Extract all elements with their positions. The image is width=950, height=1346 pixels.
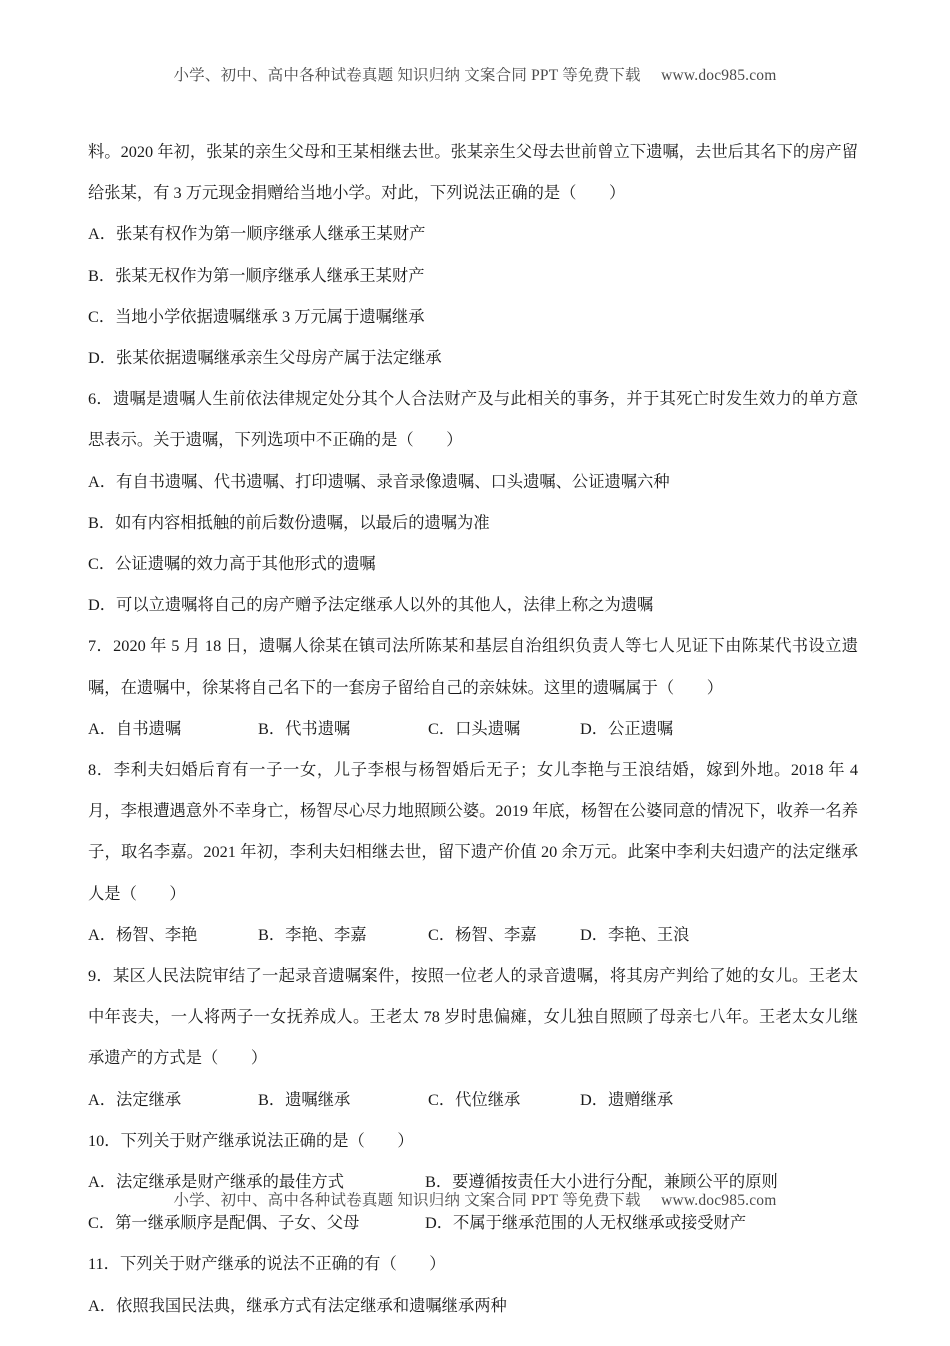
option-item[interactable]: D．可以立遗嘱将自己的房产赠予法定继承人以外的其他人，法律上称之为遗嘱 <box>88 595 654 615</box>
question-stem: 6．遗嘱是遗嘱人生前依法律规定处分其个人合法财产及与此相关的事务，并于其死亡时发生效力的单方意思表示。关于遗嘱，下列选项中不正确的是（ ） <box>88 389 858 450</box>
option-item[interactable]: A．依照我国民法典，继承方式有法定继承和遗嘱继承两种 <box>88 1295 507 1315</box>
document-content <box>88 131 858 1326</box>
question-stem: 9．某区人民法院审结了一起录音遗嘱案件，按照一位老人的录音遗嘱，将其房产判给了她的女儿。王老太中年丧夫，一人将两子一女抚养成人。王老太 78 岁时患偏瘫，女儿独自照顾了母亲七八年。王老太女儿继承遗产的方式是（ ） <box>88 966 858 1068</box>
option-list <box>88 914 858 955</box>
option-item[interactable]: B．代书遗嘱 <box>258 718 351 738</box>
option-list <box>88 213 858 378</box>
option-item[interactable]: A．张某有权作为第一顺序继承人继承王某财产 <box>88 224 426 244</box>
option-item[interactable]: C．公证遗嘱的效力高于其他形式的遗嘱 <box>88 554 376 574</box>
option-item[interactable]: A．法定继承 <box>88 1089 182 1109</box>
question-stem: 7．2020 年 5 月 18 日，遗嘱人徐某在镇司法所陈某和基层自治组织负责人等七人见证下由陈某代书设立遗嘱，在遗嘱中，徐某将自己名下的一套房子留给自己的亲妹妹。这里的遗嘱属于（ ） <box>88 636 858 697</box>
footer-watermark: 小学、初中、高中各种试卷真题 知识归纳 文案合同 PPT 等免费下载 www.doc985.com <box>173 1192 777 1209</box>
option-item[interactable]: B．如有内容相抵触的前后数份遗嘱，以最后的遗嘱为准 <box>88 512 490 532</box>
option-item[interactable]: A．杨智、李艳 <box>88 924 198 944</box>
option-item[interactable]: D．李艳、王浪 <box>580 924 690 944</box>
option-item[interactable]: D．不属于继承范围的人无权继承或接受财产 <box>425 1213 747 1233</box>
option-item[interactable]: D．遗赠继承 <box>580 1089 674 1109</box>
question-stem: 8．李利夫妇婚后育有一子一女，儿子李根与杨智婚后无子；女儿李艳与王浪结婚，嫁到外地。2018 年 4 月，李根遭遇意外不幸身亡，杨智尽心尽力地照顾公婆。2019 年底，杨智在公婆同意的情况下，收养一名养子，取名李嘉。2021 年初，李利夫妇相继去世，留下遗产价值 20 余万元。此案中李利夫妇遗产的法定继承人是（ ） <box>88 760 858 903</box>
option-item[interactable]: C．杨智、李嘉 <box>428 924 537 944</box>
question-stem: 料。2020 年初，张某的亲生父母和王某相继去世。张某亲生父母去世前曾立下遗嘱，去世后其名下的房产留给张某，有 3 万元现金捐赠给当地小学。对此，下列说法正确的是（ ） <box>88 142 858 203</box>
option-item[interactable]: D．公正遗嘱 <box>580 718 674 738</box>
option-list <box>88 1079 858 1120</box>
question-stem: 11．下列关于财产继承的说法不正确的有（ ） <box>88 1254 446 1274</box>
option-item[interactable]: C．当地小学依据遗嘱继承 3 万元属于遗嘱继承 <box>88 306 425 326</box>
option-list <box>88 461 858 626</box>
option-item[interactable]: B．李艳、李嘉 <box>258 924 367 944</box>
option-item[interactable]: C．代位继承 <box>428 1089 521 1109</box>
option-item[interactable]: B．遗嘱继承 <box>258 1089 351 1109</box>
option-list <box>88 708 858 749</box>
question-stem: 10．下列关于财产继承说法正确的是（ ） <box>88 1130 414 1150</box>
option-item[interactable]: A．法定继承是财产继承的最佳方式 <box>88 1172 344 1192</box>
option-item[interactable]: A．有自书遗嘱、代书遗嘱、打印遗嘱、录音录像遗嘱、口头遗嘱、公证遗嘱六种 <box>88 471 670 491</box>
option-item[interactable]: B．要遵循按责任大小进行分配，兼顾公平的原则 <box>425 1172 778 1192</box>
header-watermark: 小学、初中、高中各种试卷真题 知识归纳 文案合同 PPT 等免费下载 www.doc985.com <box>173 67 777 84</box>
option-item[interactable]: A．自书遗嘱 <box>88 718 182 738</box>
option-item[interactable]: D．张某依据遗嘱继承亲生父母房产属于法定继承 <box>88 348 442 368</box>
option-list <box>88 1285 858 1326</box>
option-item[interactable]: C．第一继承顺序是配偶、子女、父母 <box>88 1213 360 1233</box>
option-item[interactable]: B．张某无权作为第一顺序继承人继承王某财产 <box>88 265 425 285</box>
option-item[interactable]: C．口头遗嘱 <box>428 718 521 738</box>
